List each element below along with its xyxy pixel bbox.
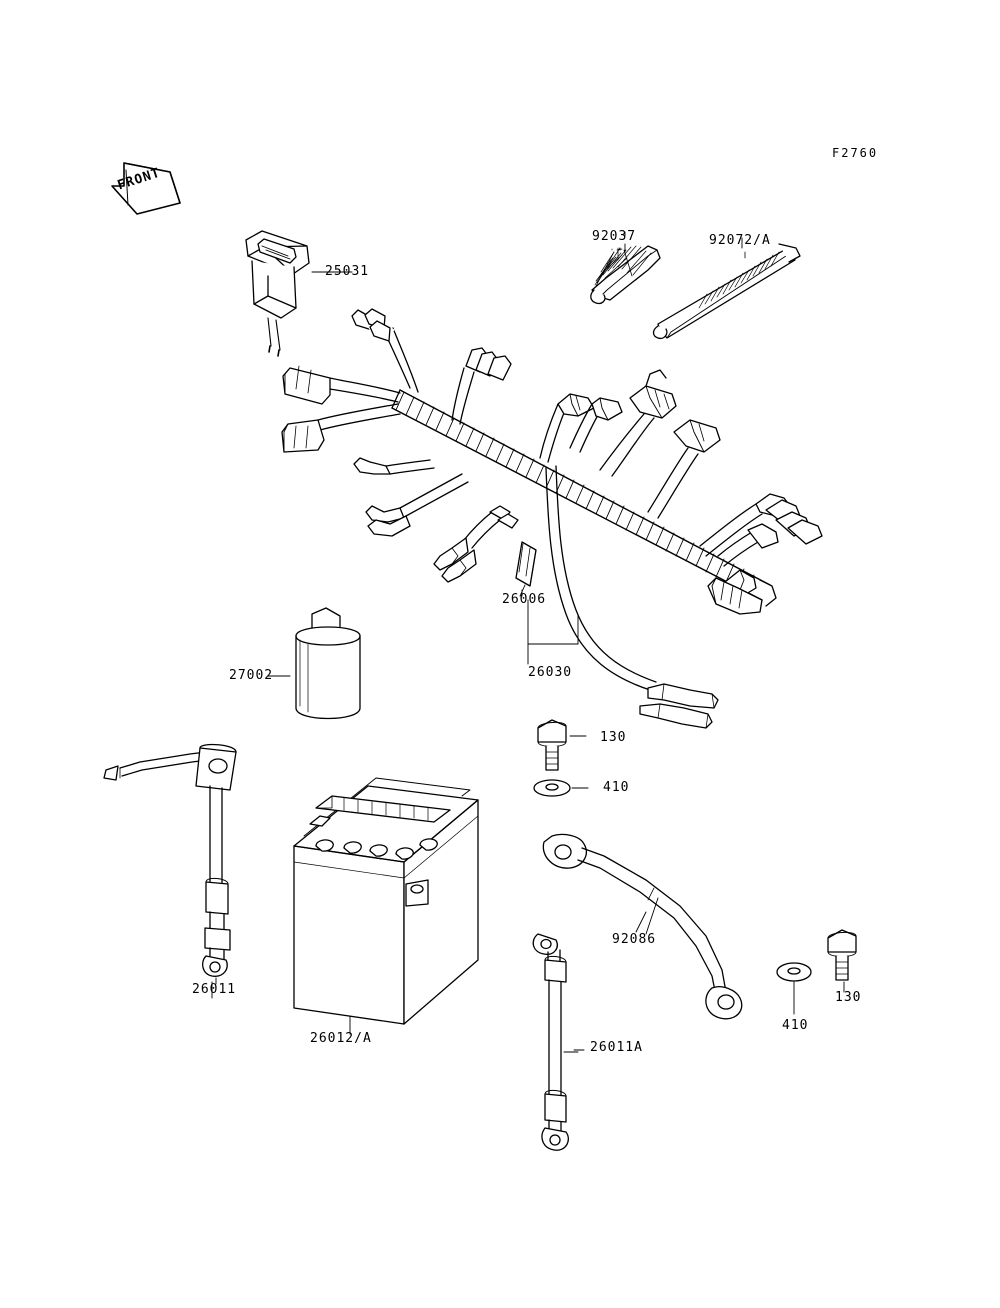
part-label-27002: 27002	[229, 668, 274, 683]
part-label-26012a: 26012/A	[310, 1031, 372, 1046]
part-26012a-battery	[294, 778, 478, 1028]
part-92072a-band	[654, 238, 801, 338]
part-label-130-lower: 130	[835, 990, 862, 1005]
part-label-26011a: 26011A	[590, 1040, 643, 1055]
part-25031-switch	[246, 231, 352, 356]
part-label-410-upper: 410	[603, 780, 630, 795]
part-410-washer-lower	[777, 963, 811, 1014]
part-label-92086: 92086	[612, 932, 657, 947]
part-26011a-wire-lead	[533, 934, 578, 1150]
part-130-bolt-lower	[828, 930, 856, 992]
part-label-26006: 26006	[502, 592, 547, 607]
part-92086-ground-cable	[543, 834, 741, 1018]
part-label-25031: 25031	[325, 264, 370, 279]
part-label-130-upper: 130	[600, 730, 627, 745]
part-26006-fuse	[516, 542, 536, 596]
part-130-bolt-upper	[538, 720, 586, 770]
part-label-26030: 26030	[528, 665, 573, 680]
part-label-92072a: 92072/A	[709, 233, 771, 248]
front-marker-label: FRONT	[115, 165, 163, 194]
part-410-washer-upper	[534, 780, 588, 796]
part-27002-relay	[268, 608, 360, 719]
part-label-26011: 26011	[192, 982, 237, 997]
sheet-code: F2760	[832, 146, 879, 160]
part-26011-wire-lead	[104, 745, 236, 984]
part-label-410-lower: 410	[782, 1018, 809, 1033]
part-label-92037: 92037	[592, 229, 637, 244]
